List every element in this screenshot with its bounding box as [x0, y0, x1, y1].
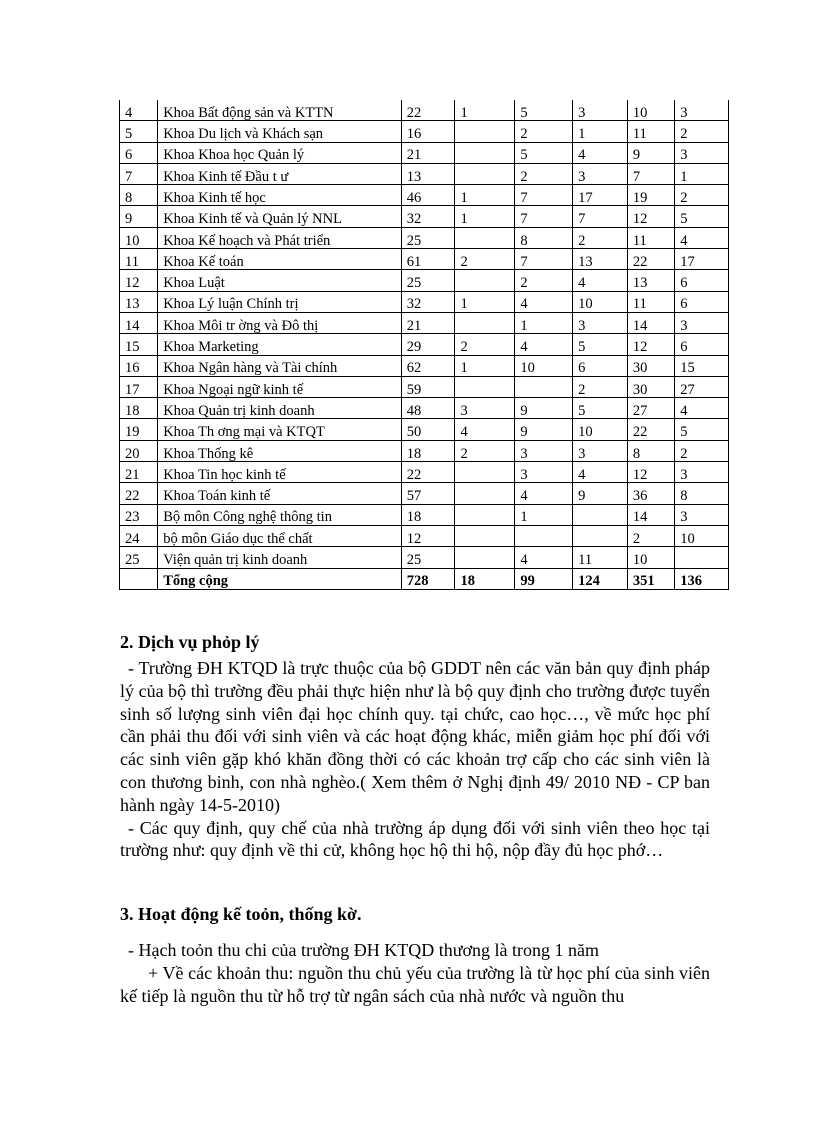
table-cell: Khoa Kế hoạch và Phát triển [158, 227, 402, 248]
table-cell [455, 227, 515, 248]
table-cell: Khoa Thống kê [158, 440, 402, 461]
table-row [120, 398, 729, 419]
table-cell: 1 [515, 312, 573, 333]
table-cell: 4 [573, 462, 628, 483]
table-cell: 15 [120, 334, 158, 355]
table-cell: Khoa Luật [158, 270, 402, 291]
table-row [120, 376, 729, 397]
table-cell: 14 [627, 504, 674, 525]
table-cell: 32 [401, 206, 455, 227]
table-cell: 7 [573, 206, 628, 227]
table-cell: 6 [675, 291, 729, 312]
table-cell: 2 [573, 227, 628, 248]
table-row [120, 270, 729, 291]
paragraph: - Trường ĐH KTQD là trực thuộc của bộ GDDT nên các văn bản quy định pháp lý của bộ thì trường đều phải thực hiện như là bộ quy định cho trường được tuyển sinh số lượng sinh viên đại học chính quy. tại chức, cao học…, về mức học phí cần phải thu đối với sinh viên và các hoạt động khác, miễn giảm học phí đối với các sinh viên gặp khó khăn đồng thời có các khoản trợ cấp cho các sinh viên là con thương binh, con nhà nghèo.( Xem thêm ở Nghị định 49/ 2010 NĐ - CP ban hành ngày 14-5-2010) [120, 658, 710, 815]
table-cell: 2 [675, 440, 729, 461]
table-cell: 22 [627, 419, 674, 440]
table-cell: bộ môn Giáo dục thể chất [158, 525, 402, 546]
table-cell: 11 [627, 291, 674, 312]
table-cell: 1 [455, 355, 515, 376]
table-cell: 2 [675, 121, 729, 142]
table-cell: 3 [573, 100, 628, 121]
table-cell: 2 [573, 376, 628, 397]
table-cell: 11 [627, 227, 674, 248]
table-cell: 3 [455, 398, 515, 419]
table-cell: Khoa Ngân hàng và Tài chính [158, 355, 402, 376]
table-cell: 30 [627, 355, 674, 376]
table-cell: 99 [515, 568, 573, 589]
table-cell: 7 [120, 163, 158, 184]
table-row [120, 525, 729, 546]
table-row [120, 206, 729, 227]
table-cell: 24 [120, 525, 158, 546]
table-cell: 25 [401, 547, 455, 568]
table-cell: 1 [455, 185, 515, 206]
table-cell: 13 [627, 270, 674, 291]
table-cell: 2 [515, 121, 573, 142]
table-cell: Khoa Tin học kinh tế [158, 462, 402, 483]
table-cell: 46 [401, 185, 455, 206]
table-cell: 3 [573, 440, 628, 461]
table-cell: 61 [401, 249, 455, 270]
table-row [120, 504, 729, 525]
table-cell: 9 [120, 206, 158, 227]
table-cell: 1 [573, 121, 628, 142]
table-cell: Khoa Quản trị kinh doanh [158, 398, 402, 419]
table-cell: 27 [627, 398, 674, 419]
table-cell: 7 [515, 185, 573, 206]
table-cell: 18 [120, 398, 158, 419]
table-cell: 124 [573, 568, 628, 589]
table-cell: 136 [675, 568, 729, 589]
table-cell: 19 [627, 185, 674, 206]
table-cell: 12 [627, 334, 674, 355]
table-cell: 9 [627, 142, 674, 163]
table-cell: 6 [573, 355, 628, 376]
table-cell: 10 [120, 227, 158, 248]
table-cell: Tổng cộng [158, 568, 402, 589]
table-cell: 22 [627, 249, 674, 270]
table-body [120, 100, 729, 589]
table-cell [455, 525, 515, 546]
table-cell: 10 [627, 100, 674, 121]
table-cell: 8 [627, 440, 674, 461]
table-cell [455, 142, 515, 163]
table-row [120, 440, 729, 461]
table-cell: 6 [120, 142, 158, 163]
table-cell: 22 [401, 100, 455, 121]
table-cell: 4 [573, 142, 628, 163]
paragraph: + Về các khoản thu: nguồn thu chủ yếu của trường là từ học phí của sinh viên kế tiếp là nguồn thu từ hỗ trợ từ ngân sách của nhà nước và nguồn thu [120, 962, 710, 1006]
table-cell: 2 [515, 270, 573, 291]
table-cell: 22 [401, 462, 455, 483]
table-cell: 10 [573, 419, 628, 440]
table-cell: 10 [675, 525, 729, 546]
table-cell: 4 [120, 100, 158, 121]
table-cell: 25 [120, 547, 158, 568]
table-cell: 9 [515, 419, 573, 440]
table-cell: 2 [455, 249, 515, 270]
section-heading: 2. Dịch vụ phỏp lý [120, 632, 260, 652]
table-cell: 18 [455, 568, 515, 589]
table-cell: 48 [401, 398, 455, 419]
table-cell: 1 [455, 291, 515, 312]
table-row [120, 121, 729, 142]
table-cell: 21 [401, 142, 455, 163]
table-cell: 5 [573, 334, 628, 355]
table-cell: Khoa Th ơng mại và KTQT [158, 419, 402, 440]
table-cell: Khoa Marketing [158, 334, 402, 355]
table-cell: 17 [573, 185, 628, 206]
table-row [120, 142, 729, 163]
table-cell: 32 [401, 291, 455, 312]
table-cell: 20 [120, 440, 158, 461]
table-cell: 11 [573, 547, 628, 568]
table-cell: 728 [401, 568, 455, 589]
table-cell: 6 [675, 270, 729, 291]
table-cell: 12 [401, 525, 455, 546]
table-cell: Bộ môn Công nghệ thông tin [158, 504, 402, 525]
table-cell: 2 [455, 440, 515, 461]
table-row [120, 312, 729, 333]
table-cell: 10 [573, 291, 628, 312]
table-cell: 25 [401, 227, 455, 248]
table-cell: 4 [515, 483, 573, 504]
table-cell: 18 [401, 504, 455, 525]
table-row [120, 227, 729, 248]
table-row [120, 334, 729, 355]
table-cell: 11 [120, 249, 158, 270]
table-cell: 2 [515, 163, 573, 184]
table-cell: 5 [515, 142, 573, 163]
table-row [120, 185, 729, 206]
table-cell: 2 [455, 334, 515, 355]
table-cell: 9 [515, 398, 573, 419]
table-cell: 1 [455, 100, 515, 121]
paragraph: - Hạch toỏn thu chi của trường ĐH KTQD thương là trong 1 năm [128, 940, 599, 960]
table-cell: 8 [515, 227, 573, 248]
table-cell: 7 [627, 163, 674, 184]
table-cell: Khoa Kế toán [158, 249, 402, 270]
table-cell: 8 [120, 185, 158, 206]
table-cell [573, 525, 628, 546]
table-cell [515, 525, 573, 546]
table-cell: 30 [627, 376, 674, 397]
table-cell: 5 [675, 206, 729, 227]
table-cell [573, 504, 628, 525]
table-cell: Khoa Toán kinh tế [158, 483, 402, 504]
paragraph: - Các quy định, quy chế của nhà trường áp dụng đối với sinh viên theo học tại trường như: quy định về thi cử, không học hộ thi hộ, nộp đầy đủ học phớ… [120, 817, 710, 861]
table-cell: 2 [675, 185, 729, 206]
table-cell: 1 [515, 504, 573, 525]
faculty-statistics-table [119, 100, 729, 590]
table-row [120, 291, 729, 312]
table-cell [455, 483, 515, 504]
table-cell: 19 [120, 419, 158, 440]
table-cell: 12 [627, 206, 674, 227]
table-cell: Khoa Du lịch và Khách sạn [158, 121, 402, 142]
table-cell: Khoa Kinh tế và Quản lý NNL [158, 206, 402, 227]
table-cell: 18 [401, 440, 455, 461]
table-cell: 3 [515, 462, 573, 483]
table-cell: 3 [675, 100, 729, 121]
table-cell: 2 [627, 525, 674, 546]
table-cell [455, 462, 515, 483]
table-cell: 62 [401, 355, 455, 376]
table-cell: 13 [120, 291, 158, 312]
table-cell: Khoa Môi tr ờng và Đô thị [158, 312, 402, 333]
table-cell: 22 [120, 483, 158, 504]
table-cell: 12 [120, 270, 158, 291]
table-cell: 5 [515, 100, 573, 121]
table-cell: 5 [675, 419, 729, 440]
table-cell: 3 [515, 440, 573, 461]
table-cell [455, 121, 515, 142]
table-cell [455, 376, 515, 397]
table-row [120, 100, 729, 121]
table-cell: 21 [120, 462, 158, 483]
table-cell: 10 [627, 547, 674, 568]
table-cell: 1 [675, 163, 729, 184]
table-cell: 3 [675, 312, 729, 333]
table-cell: 4 [515, 547, 573, 568]
table-cell: 25 [401, 270, 455, 291]
table-cell: 7 [515, 249, 573, 270]
table-cell: 50 [401, 419, 455, 440]
table-cell: 3 [675, 504, 729, 525]
table-cell: 17 [675, 249, 729, 270]
table-cell: 14 [120, 312, 158, 333]
table-cell [455, 270, 515, 291]
table-cell: 1 [455, 206, 515, 227]
table-cell [455, 504, 515, 525]
table-cell: 10 [515, 355, 573, 376]
section-heading: 3. Hoạt động kế toỏn, thống kờ. [120, 904, 362, 924]
table-cell: 4 [675, 398, 729, 419]
table-cell: 4 [515, 291, 573, 312]
table-cell: 15 [675, 355, 729, 376]
table-cell: 3 [573, 312, 628, 333]
table-cell: 3 [675, 142, 729, 163]
table-row [120, 483, 729, 504]
table-cell [515, 376, 573, 397]
table-cell [455, 163, 515, 184]
table-row [120, 547, 729, 568]
table-cell: 4 [515, 334, 573, 355]
table-cell: 3 [573, 163, 628, 184]
table-cell [675, 547, 729, 568]
table-cell: 5 [573, 398, 628, 419]
table-row [120, 163, 729, 184]
table-row [120, 462, 729, 483]
table-cell [455, 547, 515, 568]
table-cell: 16 [120, 355, 158, 376]
table-cell: 4 [675, 227, 729, 248]
table-cell: Khoa Khoa học Quản lý [158, 142, 402, 163]
table-cell: 14 [627, 312, 674, 333]
section-accounting [120, 903, 710, 1007]
table-cell: 6 [675, 334, 729, 355]
table-cell: Khoa Ngoại ngữ kinh tế [158, 376, 402, 397]
table-cell: Khoa Lý luận Chính trị [158, 291, 402, 312]
table-cell: 23 [120, 504, 158, 525]
table-cell: 59 [401, 376, 455, 397]
table-cell: Khoa Kinh tế Đầu t ư [158, 163, 402, 184]
table-cell: 8 [675, 483, 729, 504]
table-cell: 9 [573, 483, 628, 504]
table-cell: 351 [627, 568, 674, 589]
table-row [120, 249, 729, 270]
table-cell: Khoa Kinh tế học [158, 185, 402, 206]
table-cell: 3 [675, 462, 729, 483]
table-cell: 4 [455, 419, 515, 440]
section-legal-services [120, 631, 710, 862]
table-row [120, 355, 729, 376]
table-cell: 36 [627, 483, 674, 504]
table-cell: 29 [401, 334, 455, 355]
table-total-row [120, 568, 729, 589]
table-cell: 13 [573, 249, 628, 270]
table-cell [455, 312, 515, 333]
table-cell: 4 [573, 270, 628, 291]
table-cell: Khoa Bất động sản và KTTN [158, 100, 402, 121]
table-cell: 16 [401, 121, 455, 142]
table-cell: 5 [120, 121, 158, 142]
table-cell: 13 [401, 163, 455, 184]
table-cell: 12 [627, 462, 674, 483]
table-cell: 21 [401, 312, 455, 333]
table-cell [120, 568, 158, 589]
table-cell: 57 [401, 483, 455, 504]
table-cell: 11 [627, 121, 674, 142]
table-row [120, 419, 729, 440]
table-cell: Viện quản trị kinh doanh [158, 547, 402, 568]
table-cell: 7 [515, 206, 573, 227]
table-cell: 17 [120, 376, 158, 397]
table-cell: 27 [675, 376, 729, 397]
